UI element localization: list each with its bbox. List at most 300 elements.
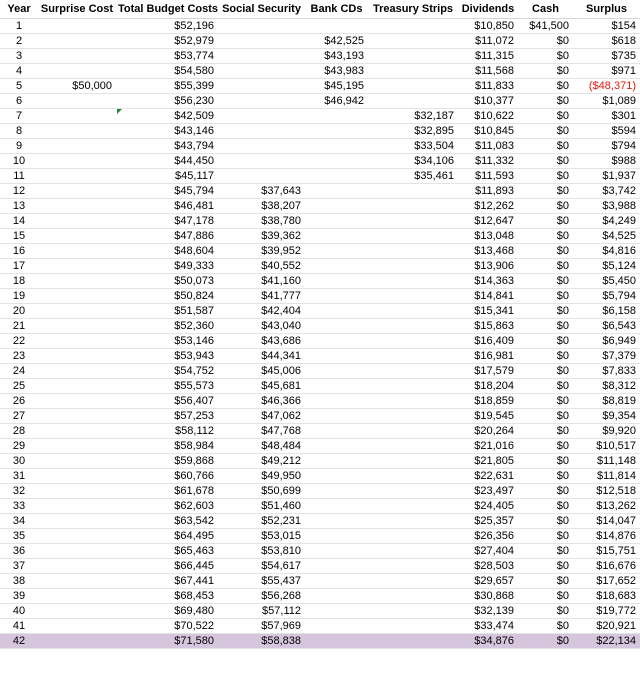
- cell-dividends[interactable]: $16,409: [458, 334, 518, 349]
- cell-social-security[interactable]: $52,231: [218, 514, 305, 529]
- cell-bank-cds[interactable]: [305, 379, 368, 394]
- cell-total-budget-costs[interactable]: $50,073: [116, 274, 218, 289]
- cell-social-security[interactable]: [218, 169, 305, 184]
- cell-treasury-strips[interactable]: [368, 544, 458, 559]
- cell-total-budget-costs[interactable]: $55,399: [116, 79, 218, 94]
- cell-treasury-strips[interactable]: [368, 64, 458, 79]
- cell-social-security[interactable]: $42,404: [218, 304, 305, 319]
- cell-treasury-strips[interactable]: [368, 19, 458, 34]
- cell-dividends[interactable]: $20,264: [458, 424, 518, 439]
- cell-social-security[interactable]: [218, 139, 305, 154]
- cell-cash[interactable]: $0: [518, 334, 573, 349]
- cell-surplus[interactable]: $11,148: [573, 454, 640, 469]
- cell-bank-cds[interactable]: [305, 409, 368, 424]
- cell-bank-cds[interactable]: [305, 589, 368, 604]
- cell-total-budget-costs[interactable]: $47,178: [116, 214, 218, 229]
- cell-surplus[interactable]: $4,249: [573, 214, 640, 229]
- cell-total-budget-costs[interactable]: $49,333: [116, 259, 218, 274]
- header-bank-cds[interactable]: Bank CDs: [305, 0, 368, 19]
- cell-treasury-strips[interactable]: [368, 394, 458, 409]
- cell-cash[interactable]: $0: [518, 109, 573, 124]
- cell-total-budget-costs[interactable]: $68,453: [116, 589, 218, 604]
- cell-dividends[interactable]: $13,048: [458, 229, 518, 244]
- cell-total-budget-costs[interactable]: $60,766: [116, 469, 218, 484]
- cell-dividends[interactable]: $21,805: [458, 454, 518, 469]
- cell-cash[interactable]: $0: [518, 634, 573, 649]
- cell-surprise-cost[interactable]: [38, 589, 116, 604]
- cell-total-budget-costs[interactable]: $70,522: [116, 619, 218, 634]
- cell-year[interactable]: 15: [0, 229, 38, 244]
- cell-surplus[interactable]: $5,450: [573, 274, 640, 289]
- cell-social-security[interactable]: $39,362: [218, 229, 305, 244]
- cell-surplus[interactable]: $1,089: [573, 94, 640, 109]
- cell-treasury-strips[interactable]: [368, 94, 458, 109]
- cell-cash[interactable]: $0: [518, 409, 573, 424]
- cell-social-security[interactable]: $38,780: [218, 214, 305, 229]
- cell-treasury-strips[interactable]: [368, 319, 458, 334]
- cell-bank-cds[interactable]: [305, 109, 368, 124]
- cell-surplus[interactable]: $8,312: [573, 379, 640, 394]
- cell-surprise-cost[interactable]: [38, 154, 116, 169]
- cell-year[interactable]: 28: [0, 424, 38, 439]
- cell-cash[interactable]: $0: [518, 319, 573, 334]
- cell-cash[interactable]: $0: [518, 79, 573, 94]
- cell-year[interactable]: 10: [0, 154, 38, 169]
- cell-surprise-cost[interactable]: [38, 544, 116, 559]
- cell-cash[interactable]: $0: [518, 619, 573, 634]
- cell-surprise-cost[interactable]: [38, 19, 116, 34]
- cell-dividends[interactable]: $27,404: [458, 544, 518, 559]
- cell-dividends[interactable]: $28,503: [458, 559, 518, 574]
- cell-surprise-cost[interactable]: [38, 169, 116, 184]
- cell-cash[interactable]: $0: [518, 289, 573, 304]
- cell-social-security[interactable]: $48,484: [218, 439, 305, 454]
- cell-surprise-cost[interactable]: [38, 259, 116, 274]
- cell-dividends[interactable]: $24,405: [458, 499, 518, 514]
- cell-dividends[interactable]: $26,356: [458, 529, 518, 544]
- cell-social-security[interactable]: $45,006: [218, 364, 305, 379]
- cell-year[interactable]: 25: [0, 379, 38, 394]
- cell-treasury-strips[interactable]: [368, 574, 458, 589]
- cell-dividends[interactable]: $34,876: [458, 634, 518, 649]
- cell-cash[interactable]: $0: [518, 64, 573, 79]
- cell-treasury-strips[interactable]: [368, 259, 458, 274]
- cell-cash[interactable]: $0: [518, 169, 573, 184]
- cell-surplus[interactable]: $4,816: [573, 244, 640, 259]
- cell-total-budget-costs[interactable]: $54,752: [116, 364, 218, 379]
- cell-bank-cds[interactable]: [305, 454, 368, 469]
- cell-treasury-strips[interactable]: [368, 199, 458, 214]
- cell-surprise-cost[interactable]: [38, 454, 116, 469]
- cell-surplus[interactable]: $7,833: [573, 364, 640, 379]
- cell-bank-cds[interactable]: [305, 289, 368, 304]
- cell-treasury-strips[interactable]: [368, 229, 458, 244]
- cell-treasury-strips[interactable]: [368, 289, 458, 304]
- cell-dividends[interactable]: $10,622: [458, 109, 518, 124]
- cell-cash[interactable]: $0: [518, 589, 573, 604]
- cell-cash[interactable]: $0: [518, 154, 573, 169]
- cell-total-budget-costs[interactable]: $50,824: [116, 289, 218, 304]
- cell-dividends[interactable]: $10,377: [458, 94, 518, 109]
- cell-surplus[interactable]: $9,920: [573, 424, 640, 439]
- cell-cash[interactable]: $0: [518, 424, 573, 439]
- cell-treasury-strips[interactable]: [368, 514, 458, 529]
- cell-social-security[interactable]: $37,643: [218, 184, 305, 199]
- cell-surprise-cost[interactable]: [38, 214, 116, 229]
- cell-social-security[interactable]: $43,040: [218, 319, 305, 334]
- cell-cash[interactable]: $0: [518, 349, 573, 364]
- cell-surplus[interactable]: $3,988: [573, 199, 640, 214]
- cell-social-security[interactable]: $41,777: [218, 289, 305, 304]
- cell-cash[interactable]: $0: [518, 94, 573, 109]
- cell-bank-cds[interactable]: $46,942: [305, 94, 368, 109]
- cell-year[interactable]: 16: [0, 244, 38, 259]
- cell-surplus[interactable]: $6,949: [573, 334, 640, 349]
- cell-social-security[interactable]: [218, 94, 305, 109]
- cell-surprise-cost[interactable]: [38, 289, 116, 304]
- cell-total-budget-costs[interactable]: $45,117: [116, 169, 218, 184]
- cell-dividends[interactable]: $16,981: [458, 349, 518, 364]
- cell-surprise-cost[interactable]: [38, 424, 116, 439]
- cell-total-budget-costs[interactable]: $53,146: [116, 334, 218, 349]
- cell-treasury-strips[interactable]: [368, 334, 458, 349]
- cell-social-security[interactable]: $55,437: [218, 574, 305, 589]
- cell-surprise-cost[interactable]: [38, 394, 116, 409]
- cell-cash[interactable]: $0: [518, 454, 573, 469]
- cell-dividends[interactable]: $18,859: [458, 394, 518, 409]
- cell-bank-cds[interactable]: [305, 334, 368, 349]
- cell-surprise-cost[interactable]: [38, 64, 116, 79]
- cell-bank-cds[interactable]: $43,193: [305, 49, 368, 64]
- cell-dividends[interactable]: $30,868: [458, 589, 518, 604]
- cell-year[interactable]: 18: [0, 274, 38, 289]
- cell-treasury-strips[interactable]: [368, 424, 458, 439]
- cell-surprise-cost[interactable]: [38, 109, 116, 124]
- cell-cash[interactable]: $0: [518, 229, 573, 244]
- cell-treasury-strips[interactable]: [368, 454, 458, 469]
- cell-year[interactable]: 2: [0, 34, 38, 49]
- cell-dividends[interactable]: $14,841: [458, 289, 518, 304]
- cell-surplus[interactable]: $3,742: [573, 184, 640, 199]
- cell-cash[interactable]: $0: [518, 259, 573, 274]
- cell-total-budget-costs[interactable]: $69,480: [116, 604, 218, 619]
- cell-treasury-strips[interactable]: [368, 484, 458, 499]
- cell-year[interactable]: 30: [0, 454, 38, 469]
- cell-treasury-strips[interactable]: [368, 499, 458, 514]
- cell-bank-cds[interactable]: [305, 634, 368, 649]
- cell-surplus[interactable]: $618: [573, 34, 640, 49]
- header-surprise-cost[interactable]: Surprise Cost: [38, 0, 116, 19]
- cell-year[interactable]: 33: [0, 499, 38, 514]
- cell-surprise-cost[interactable]: [38, 244, 116, 259]
- cell-surplus[interactable]: $10,517: [573, 439, 640, 454]
- cell-dividends[interactable]: $11,833: [458, 79, 518, 94]
- cell-total-budget-costs[interactable]: $56,407: [116, 394, 218, 409]
- cell-dividends[interactable]: $14,363: [458, 274, 518, 289]
- cell-total-budget-costs[interactable]: $67,441: [116, 574, 218, 589]
- cell-total-budget-costs[interactable]: $45,794: [116, 184, 218, 199]
- cell-dividends[interactable]: $11,083: [458, 139, 518, 154]
- cell-surplus[interactable]: $13,262: [573, 499, 640, 514]
- cell-social-security[interactable]: $40,552: [218, 259, 305, 274]
- cell-dividends[interactable]: $11,072: [458, 34, 518, 49]
- cell-surprise-cost[interactable]: [38, 304, 116, 319]
- cell-total-budget-costs[interactable]: $53,943: [116, 349, 218, 364]
- cell-year[interactable]: 9: [0, 139, 38, 154]
- cell-surprise-cost[interactable]: [38, 229, 116, 244]
- cell-treasury-strips[interactable]: $32,895: [368, 124, 458, 139]
- cell-social-security[interactable]: $47,768: [218, 424, 305, 439]
- cell-cash[interactable]: $0: [518, 139, 573, 154]
- cell-treasury-strips[interactable]: [368, 529, 458, 544]
- cell-year[interactable]: 36: [0, 544, 38, 559]
- cell-social-security[interactable]: $57,969: [218, 619, 305, 634]
- cell-year[interactable]: 34: [0, 514, 38, 529]
- cell-year[interactable]: 37: [0, 559, 38, 574]
- cell-surplus[interactable]: $971: [573, 64, 640, 79]
- cell-total-budget-costs[interactable]: $53,774: [116, 49, 218, 64]
- header-dividends[interactable]: Dividends: [458, 0, 518, 19]
- cell-total-budget-costs[interactable]: $43,146: [116, 124, 218, 139]
- cell-year[interactable]: 6: [0, 94, 38, 109]
- cell-total-budget-costs[interactable]: $43,794: [116, 139, 218, 154]
- cell-treasury-strips[interactable]: [368, 349, 458, 364]
- cell-surplus[interactable]: $14,047: [573, 514, 640, 529]
- cell-cash[interactable]: $0: [518, 274, 573, 289]
- cell-bank-cds[interactable]: [305, 574, 368, 589]
- cell-social-security[interactable]: [218, 49, 305, 64]
- cell-social-security[interactable]: $38,207: [218, 199, 305, 214]
- cell-total-budget-costs[interactable]: $64,495: [116, 529, 218, 544]
- cell-surprise-cost[interactable]: [38, 619, 116, 634]
- cell-total-budget-costs[interactable]: $52,979: [116, 34, 218, 49]
- cell-treasury-strips[interactable]: $34,106: [368, 154, 458, 169]
- cell-treasury-strips[interactable]: [368, 184, 458, 199]
- header-treasury-strips[interactable]: Treasury Strips: [368, 0, 458, 19]
- cell-cash[interactable]: $0: [518, 574, 573, 589]
- cell-social-security[interactable]: $49,950: [218, 469, 305, 484]
- cell-surplus[interactable]: $988: [573, 154, 640, 169]
- cell-surplus[interactable]: $154: [573, 19, 640, 34]
- cell-treasury-strips[interactable]: [368, 439, 458, 454]
- cell-cash[interactable]: $0: [518, 184, 573, 199]
- cell-bank-cds[interactable]: [305, 424, 368, 439]
- cell-year[interactable]: 7: [0, 109, 38, 124]
- cell-cash[interactable]: $0: [518, 514, 573, 529]
- cell-cash[interactable]: $0: [518, 499, 573, 514]
- cell-cash[interactable]: $0: [518, 559, 573, 574]
- cell-bank-cds[interactable]: [305, 259, 368, 274]
- cell-year[interactable]: 26: [0, 394, 38, 409]
- cell-social-security[interactable]: [218, 154, 305, 169]
- cell-dividends[interactable]: $19,545: [458, 409, 518, 424]
- cell-surplus[interactable]: $4,525: [573, 229, 640, 244]
- cell-social-security[interactable]: $46,366: [218, 394, 305, 409]
- cell-surprise-cost[interactable]: [38, 139, 116, 154]
- cell-cash[interactable]: $41,500: [518, 19, 573, 34]
- cell-dividends[interactable]: $32,139: [458, 604, 518, 619]
- cell-surprise-cost[interactable]: [38, 319, 116, 334]
- cell-cash[interactable]: $0: [518, 394, 573, 409]
- cell-total-budget-costs[interactable]: $63,542: [116, 514, 218, 529]
- cell-bank-cds[interactable]: [305, 604, 368, 619]
- cell-treasury-strips[interactable]: [368, 304, 458, 319]
- cell-surplus[interactable]: $301: [573, 109, 640, 124]
- cell-bank-cds[interactable]: [305, 244, 368, 259]
- cell-surplus[interactable]: $6,158: [573, 304, 640, 319]
- cell-bank-cds[interactable]: [305, 214, 368, 229]
- cell-surplus[interactable]: $5,124: [573, 259, 640, 274]
- cell-bank-cds[interactable]: [305, 124, 368, 139]
- cell-surplus[interactable]: $5,794: [573, 289, 640, 304]
- cell-treasury-strips[interactable]: [368, 274, 458, 289]
- cell-social-security[interactable]: [218, 19, 305, 34]
- cell-bank-cds[interactable]: [305, 19, 368, 34]
- cell-social-security[interactable]: [218, 124, 305, 139]
- cell-dividends[interactable]: $33,474: [458, 619, 518, 634]
- cell-social-security[interactable]: $53,810: [218, 544, 305, 559]
- cell-bank-cds[interactable]: [305, 184, 368, 199]
- cell-social-security[interactable]: $57,112: [218, 604, 305, 619]
- cell-surprise-cost[interactable]: [38, 199, 116, 214]
- cell-year[interactable]: 19: [0, 289, 38, 304]
- cell-surplus[interactable]: $22,134: [573, 634, 640, 649]
- cell-dividends[interactable]: $12,647: [458, 214, 518, 229]
- cell-surplus[interactable]: $16,676: [573, 559, 640, 574]
- cell-surplus[interactable]: $6,543: [573, 319, 640, 334]
- cell-dividends[interactable]: $15,863: [458, 319, 518, 334]
- cell-bank-cds[interactable]: [305, 154, 368, 169]
- cell-year[interactable]: 8: [0, 124, 38, 139]
- cell-social-security[interactable]: $49,212: [218, 454, 305, 469]
- cell-social-security[interactable]: [218, 109, 305, 124]
- cell-social-security[interactable]: $54,617: [218, 559, 305, 574]
- cell-surplus[interactable]: $12,518: [573, 484, 640, 499]
- cell-treasury-strips[interactable]: $33,504: [368, 139, 458, 154]
- cell-year[interactable]: 20: [0, 304, 38, 319]
- cell-treasury-strips[interactable]: [368, 49, 458, 64]
- cell-total-budget-costs[interactable]: $55,573: [116, 379, 218, 394]
- cell-total-budget-costs[interactable]: $58,112: [116, 424, 218, 439]
- cell-bank-cds[interactable]: [305, 364, 368, 379]
- cell-social-security[interactable]: [218, 64, 305, 79]
- cell-year[interactable]: 41: [0, 619, 38, 634]
- cell-social-security[interactable]: $43,686: [218, 334, 305, 349]
- cell-surplus[interactable]: $18,683: [573, 589, 640, 604]
- cell-surplus[interactable]: $20,921: [573, 619, 640, 634]
- cell-surprise-cost[interactable]: $50,000: [38, 79, 116, 94]
- cell-surprise-cost[interactable]: [38, 349, 116, 364]
- cell-cash[interactable]: $0: [518, 544, 573, 559]
- cell-surplus[interactable]: $11,814: [573, 469, 640, 484]
- cell-dividends[interactable]: $15,341: [458, 304, 518, 319]
- cell-social-security[interactable]: $56,268: [218, 589, 305, 604]
- cell-surprise-cost[interactable]: [38, 574, 116, 589]
- header-cash[interactable]: Cash: [518, 0, 573, 19]
- cell-surplus[interactable]: $15,751: [573, 544, 640, 559]
- cell-treasury-strips[interactable]: [368, 244, 458, 259]
- cell-dividends[interactable]: $11,893: [458, 184, 518, 199]
- cell-total-budget-costs[interactable]: $58,984: [116, 439, 218, 454]
- cell-social-security[interactable]: $50,699: [218, 484, 305, 499]
- cell-bank-cds[interactable]: [305, 514, 368, 529]
- cell-bank-cds[interactable]: [305, 484, 368, 499]
- cell-bank-cds[interactable]: [305, 229, 368, 244]
- cell-year[interactable]: 38: [0, 574, 38, 589]
- cell-surprise-cost[interactable]: [38, 439, 116, 454]
- cell-social-security[interactable]: $51,460: [218, 499, 305, 514]
- cell-bank-cds[interactable]: [305, 559, 368, 574]
- cell-dividends[interactable]: $21,016: [458, 439, 518, 454]
- cell-surprise-cost[interactable]: [38, 529, 116, 544]
- cell-surprise-cost[interactable]: [38, 94, 116, 109]
- cell-dividends[interactable]: $11,332: [458, 154, 518, 169]
- cell-surprise-cost[interactable]: [38, 604, 116, 619]
- cell-dividends[interactable]: $10,845: [458, 124, 518, 139]
- cell-cash[interactable]: $0: [518, 379, 573, 394]
- cell-cash[interactable]: $0: [518, 484, 573, 499]
- cell-surprise-cost[interactable]: [38, 484, 116, 499]
- cell-year[interactable]: 27: [0, 409, 38, 424]
- cell-bank-cds[interactable]: [305, 139, 368, 154]
- cell-year[interactable]: 12: [0, 184, 38, 199]
- cell-social-security[interactable]: [218, 34, 305, 49]
- cell-surprise-cost[interactable]: [38, 469, 116, 484]
- cell-social-security[interactable]: $44,341: [218, 349, 305, 364]
- cell-surprise-cost[interactable]: [38, 49, 116, 64]
- cell-cash[interactable]: $0: [518, 469, 573, 484]
- cell-dividends[interactable]: $10,850: [458, 19, 518, 34]
- cell-treasury-strips[interactable]: [368, 379, 458, 394]
- cell-cash[interactable]: $0: [518, 364, 573, 379]
- cell-social-security[interactable]: $53,015: [218, 529, 305, 544]
- cell-cash[interactable]: $0: [518, 604, 573, 619]
- cell-treasury-strips[interactable]: [368, 34, 458, 49]
- cell-cash[interactable]: $0: [518, 439, 573, 454]
- cell-bank-cds[interactable]: [305, 544, 368, 559]
- cell-year[interactable]: 13: [0, 199, 38, 214]
- cell-total-budget-costs[interactable]: $52,196: [116, 19, 218, 34]
- cell-total-budget-costs[interactable]: $52,360: [116, 319, 218, 334]
- cell-surplus[interactable]: $735: [573, 49, 640, 64]
- cell-cash[interactable]: $0: [518, 124, 573, 139]
- cell-bank-cds[interactable]: [305, 469, 368, 484]
- cell-treasury-strips[interactable]: [368, 214, 458, 229]
- cell-treasury-strips[interactable]: $35,461: [368, 169, 458, 184]
- cell-cash[interactable]: $0: [518, 34, 573, 49]
- cell-year[interactable]: 42: [0, 634, 38, 649]
- cell-social-security[interactable]: [218, 79, 305, 94]
- cell-total-budget-costs[interactable]: $71,580: [116, 634, 218, 649]
- cell-treasury-strips[interactable]: [368, 469, 458, 484]
- cell-cash[interactable]: $0: [518, 244, 573, 259]
- cell-year[interactable]: 4: [0, 64, 38, 79]
- cell-dividends[interactable]: $25,357: [458, 514, 518, 529]
- cell-bank-cds[interactable]: [305, 304, 368, 319]
- cell-dividends[interactable]: $13,468: [458, 244, 518, 259]
- header-total-budget-costs[interactable]: Total Budget Costs: [116, 0, 218, 19]
- cell-surplus[interactable]: $594: [573, 124, 640, 139]
- cell-total-budget-costs[interactable]: $56,230: [116, 94, 218, 109]
- cell-dividends[interactable]: $29,657: [458, 574, 518, 589]
- cell-surprise-cost[interactable]: [38, 559, 116, 574]
- header-year[interactable]: Year: [0, 0, 38, 19]
- cell-treasury-strips[interactable]: [368, 634, 458, 649]
- cell-dividends[interactable]: $23,497: [458, 484, 518, 499]
- cell-surprise-cost[interactable]: [38, 334, 116, 349]
- cell-bank-cds[interactable]: $43,983: [305, 64, 368, 79]
- cell-bank-cds[interactable]: [305, 394, 368, 409]
